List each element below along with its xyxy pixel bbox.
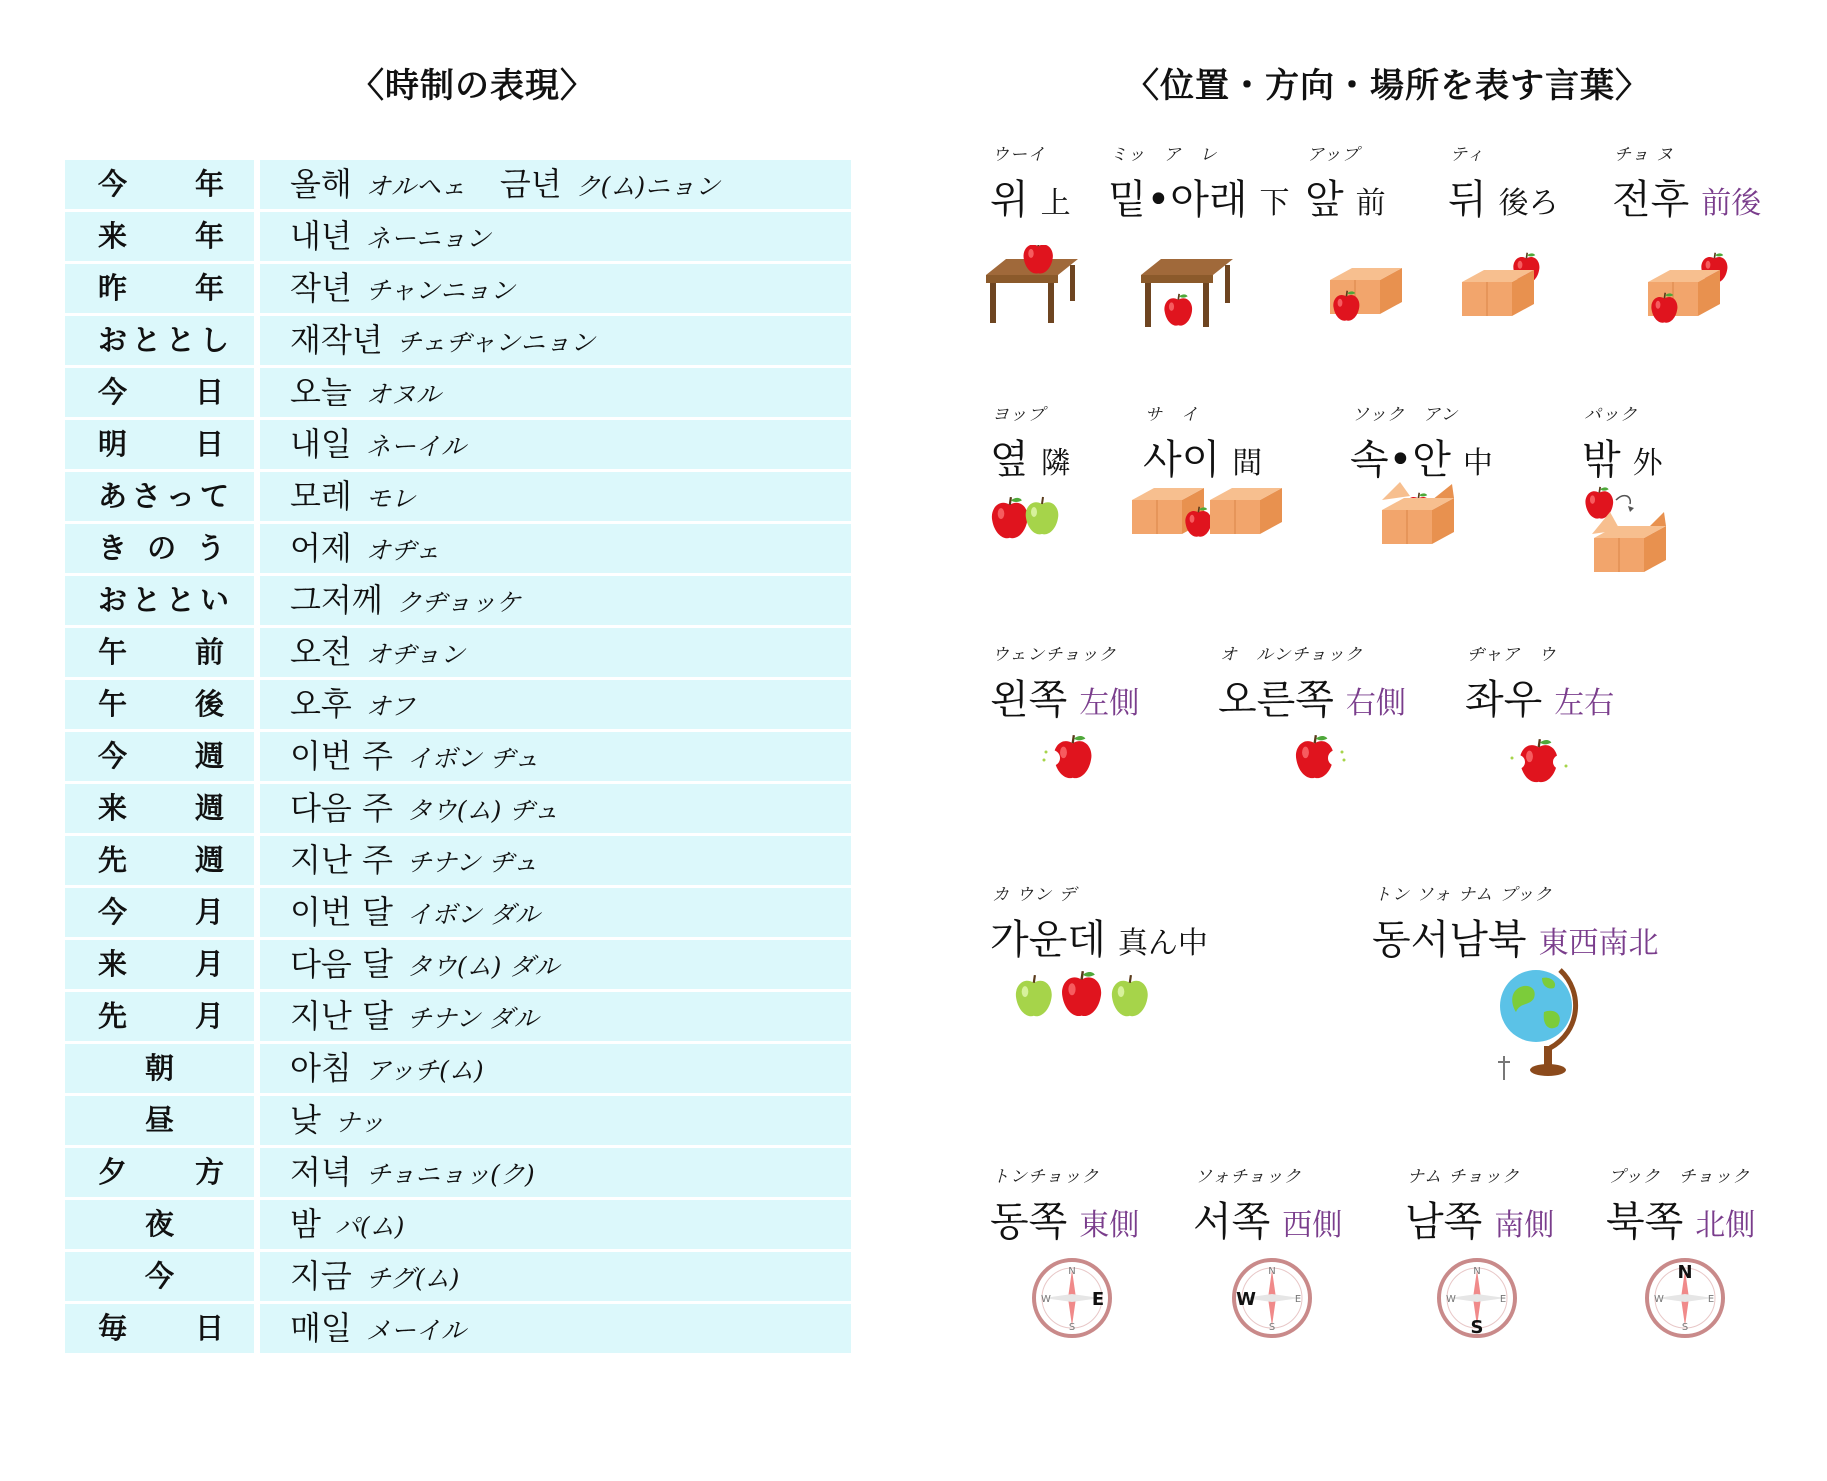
time-table-row (65, 420, 851, 469)
compass-east-w-label: W (1041, 1294, 1051, 1305)
japanese-term-cell (65, 888, 254, 937)
apples-front-and-back-illustration (1648, 252, 1732, 328)
katakana-reading: オルヘェ (365, 172, 466, 201)
ruby-yeop: ヨップ (992, 405, 1046, 425)
japanese-term-cell (65, 1096, 254, 1145)
korean-term-cell (260, 940, 851, 989)
japanese-term-part-1: 夜 (145, 1207, 175, 1241)
japanese-term-part-1: 午 (98, 635, 128, 669)
time-table-row (65, 1200, 851, 1249)
apple-inside-box-illustration (1382, 478, 1466, 550)
japanese-sai: 間 (1232, 446, 1263, 481)
ruby-oreunjjok: オ ルンチョック (1220, 645, 1364, 665)
time-table-row (65, 1044, 851, 1093)
korean-sai: 사이 (1143, 437, 1221, 483)
compass-west-icon (1232, 1258, 1316, 1342)
katakana-reading: パ(ム) (334, 1212, 405, 1241)
korean-term-cell (260, 784, 851, 833)
japanese-term-part-1: 先 (98, 999, 128, 1033)
japanese-term-cell (65, 940, 254, 989)
japanese-term-cell (65, 836, 254, 885)
japanese-ap: 前 (1355, 186, 1386, 221)
bitten-apple-right-illustration (1290, 728, 1350, 784)
katakana-reading: チナン ヂュ (406, 848, 538, 877)
compass-west-n-label: N (1268, 1266, 1276, 1277)
korean-term-cell (260, 1044, 851, 1093)
japanese-term-cell (65, 1252, 254, 1301)
time-table-row (65, 160, 851, 209)
japanese-term-part-2: 月 (195, 895, 225, 929)
katakana-reading: ナッ (334, 1108, 385, 1137)
time-table-row (65, 628, 851, 677)
japanese-wi: 上 (1040, 186, 1071, 221)
japanese-term-part-2: 週 (195, 739, 225, 773)
japanese-jwau: 左右 (1554, 686, 1615, 721)
japanese-term-part-1: 今 (98, 375, 128, 409)
katakana-reading: イボン ヂュ (406, 744, 540, 773)
japanese-term-part-2: 年 (195, 167, 225, 201)
korean-word: 오늘 (290, 373, 352, 411)
time-table-row (65, 1304, 851, 1353)
korean-word: 지금 (290, 1257, 352, 1295)
word-gaunde (990, 885, 1208, 965)
korean-word: 재작년 (290, 321, 383, 359)
katakana-reading: イボン ダル (406, 900, 540, 929)
korean-word: 지난 달 (290, 997, 393, 1035)
korean-term-cell (260, 1096, 851, 1145)
korean-word: 이번 달 (290, 893, 393, 931)
word-jwau (1465, 645, 1615, 725)
japanese-term-part-1: 毎 (98, 1311, 128, 1345)
korean-gaunde: 가운데 (990, 917, 1106, 963)
korean-word: 다음 달 (290, 945, 393, 983)
japanese-term-cell (65, 628, 254, 677)
korean-word: 밤 (290, 1205, 321, 1243)
korean-term-cell (260, 680, 851, 729)
apple-bitten-both-sides-illustration (1504, 732, 1574, 788)
katakana-reading: チェヂャンニョン (396, 328, 596, 357)
word-dongjjok (990, 1167, 1140, 1247)
korean-word: 작년 (290, 269, 352, 307)
japanese-term-part-2: 日 (195, 427, 225, 461)
korean-term-cell (260, 1252, 851, 1301)
katakana-reading: チョニョッ(ク) (365, 1160, 535, 1189)
korean-term-cell (260, 836, 851, 885)
korean-dwi: 뒤 (1448, 177, 1487, 223)
apple-behind-box-illustration (1462, 252, 1546, 322)
japanese-term-part-2: 週 (195, 843, 225, 877)
compass-south-w-label: W (1446, 1294, 1456, 1305)
word-oreunjjok (1218, 645, 1406, 725)
time-table-row (65, 940, 851, 989)
japanese-namjjok: 南側 (1494, 1208, 1555, 1243)
time-table-row (65, 576, 851, 625)
ruby-oenjjok: ウェンチョック (992, 645, 1117, 665)
japanese-term-part-2: 年 (195, 271, 225, 305)
word-sok-an (1350, 405, 1493, 485)
time-table-row (65, 264, 851, 313)
japanese-term-part-1: 先 (98, 843, 128, 877)
compass-east-e-label: E (1091, 1289, 1105, 1310)
word-oenjjok (990, 645, 1140, 725)
katakana-reading: オヂェ (365, 536, 441, 565)
ruby-jwau: ヂャア ウ (1467, 645, 1557, 665)
japanese-term-part-1: 来 (98, 791, 128, 825)
japanese-term-cell (65, 264, 254, 313)
korean-bak: 밖 (1582, 437, 1621, 483)
word-bak (1582, 405, 1663, 485)
korean-dongseonambuk: 동서남북 (1372, 917, 1527, 963)
japanese-term-cell (65, 1148, 254, 1197)
japanese-term-part-1: おととし (98, 323, 235, 357)
japanese-oenjjok: 左側 (1079, 686, 1140, 721)
word-dwi (1448, 145, 1559, 225)
korean-dongjjok: 동쪽 (990, 1199, 1068, 1245)
korean-word: 내일 (290, 425, 352, 463)
japanese-yeop: 隣 (1040, 446, 1071, 481)
time-expressions-table (65, 160, 851, 1356)
korean-jeonhu: 전후 (1612, 177, 1690, 223)
compass-south-e-label: E (1499, 1294, 1507, 1305)
korean-word: 낮 (290, 1101, 321, 1139)
katakana-reading: オヂョン (365, 640, 466, 669)
compass-south-n-label: N (1473, 1266, 1481, 1277)
korean-word-alt: 금년 (499, 165, 562, 203)
compass-east-n-label: N (1068, 1266, 1076, 1277)
japanese-dwi: 後ろ (1498, 186, 1559, 221)
katakana-reading-alt: ク(ム)ニョン (575, 172, 721, 201)
word-seojjok (1193, 1167, 1343, 1247)
japanese-term-part-1: 来 (98, 947, 128, 981)
red-and-green-apples-side-by-side-illustration (990, 492, 1070, 542)
korean-word: 내년 (290, 217, 352, 255)
ruby-bukjjok: プック チョック (1608, 1167, 1751, 1187)
korean-mit-arae: 밑•아래 (1108, 177, 1248, 223)
katakana-reading: タウ(ム) ヂュ (406, 796, 559, 825)
japanese-term-part-2: 月 (195, 947, 225, 981)
compass-east-s-label: S (1068, 1322, 1076, 1333)
japanese-term-cell (65, 420, 254, 469)
bitten-apple-left-illustration (1040, 728, 1100, 784)
korean-namjjok: 남쪽 (1405, 1199, 1483, 1245)
compass-north-e-label: E (1707, 1294, 1715, 1305)
katakana-reading: ネーニョン (365, 224, 491, 253)
japanese-term-part-2: 日 (195, 375, 225, 409)
japanese-term-part-1: 来 (98, 219, 128, 253)
japanese-dongjjok: 東側 (1079, 1208, 1140, 1243)
korean-ap: 앞 (1305, 177, 1344, 223)
korean-term-cell (260, 160, 851, 209)
time-table-row (65, 1252, 851, 1301)
compass-north-w-label: W (1654, 1294, 1664, 1305)
japanese-term-part-1: 夕 (98, 1155, 128, 1189)
japanese-term-part-2: 後 (195, 687, 225, 721)
compass-west-s-label: S (1268, 1322, 1276, 1333)
ruby-ap: アップ (1307, 145, 1360, 165)
ruby-seojjok: ソォチョック (1195, 1167, 1302, 1187)
korean-jwau: 좌우 (1465, 677, 1543, 723)
katakana-reading: オヌル (365, 380, 441, 409)
korean-term-cell (260, 1304, 851, 1353)
korean-word: 어제 (290, 529, 352, 567)
japanese-term-part-1: き の う (98, 531, 231, 565)
compass-north-icon (1645, 1258, 1729, 1342)
apple-in-the-middle-illustration (1014, 960, 1154, 1022)
korean-term-cell (260, 524, 851, 573)
korean-bukjjok: 북쪽 (1606, 1199, 1684, 1245)
katakana-reading: オフ (365, 692, 416, 721)
time-table-row (65, 836, 851, 885)
japanese-term-cell (65, 212, 254, 261)
korean-term-cell (260, 264, 851, 313)
japanese-sok-an: 中 (1462, 446, 1493, 481)
japanese-term-part-1: 朝 (145, 1051, 175, 1085)
korean-term-cell (260, 992, 851, 1041)
apple-under-table-illustration (1133, 255, 1243, 341)
word-jeonhu (1612, 145, 1762, 225)
korean-term-cell (260, 316, 851, 365)
japanese-jeonhu: 前後 (1701, 186, 1762, 221)
korean-oreunjjok: 오른쪽 (1218, 677, 1334, 723)
time-table-row (65, 368, 851, 417)
korean-oenjjok: 왼쪽 (990, 677, 1068, 723)
time-expressions-heading: 〈時制の表現〉 (350, 66, 595, 106)
word-bukjjok (1606, 1167, 1756, 1247)
japanese-gaunde: 真ん中 (1117, 926, 1208, 961)
time-table-row (65, 472, 851, 521)
korean-term-cell (260, 888, 851, 937)
japanese-term-part-1: 今 (98, 739, 128, 773)
japanese-term-part-1: 今 (145, 1259, 175, 1293)
japanese-oreunjjok: 右側 (1345, 686, 1406, 721)
katakana-reading: チャンニョン (365, 276, 516, 305)
apple-in-front-of-box-illustration (1330, 262, 1410, 328)
korean-word: 그저께 (290, 581, 383, 619)
ruby-jeonhu: チョ ヌ (1614, 145, 1674, 165)
japanese-term-cell (65, 316, 254, 365)
katakana-reading: チグ(ム) (365, 1264, 460, 1293)
korean-word: 올해 (290, 165, 352, 203)
compass-north-n-label: N (1677, 1262, 1693, 1283)
ruby-namjjok: ナム チョック (1407, 1167, 1521, 1187)
time-table-row (65, 888, 851, 937)
compass-north-s-label: S (1681, 1322, 1689, 1333)
apple-on-table-illustration (978, 245, 1088, 331)
japanese-term-part-2: 週 (195, 791, 225, 825)
japanese-term-part-2: 年 (195, 219, 225, 253)
japanese-term-cell (65, 160, 254, 209)
korean-word: 모레 (290, 477, 352, 515)
japanese-term-cell (65, 1304, 254, 1353)
korean-word: 지난 주 (290, 841, 393, 879)
japanese-term-part-1: 今 (98, 167, 128, 201)
ruby-wi: ウーイ (992, 145, 1046, 165)
word-wi (990, 145, 1071, 225)
japanese-term-cell (65, 368, 254, 417)
korean-word: 오전 (290, 633, 352, 671)
time-table-row (65, 784, 851, 833)
katakana-reading: アッチ(ム) (365, 1056, 484, 1085)
word-yeop (990, 405, 1071, 485)
ruby-mit-arae: ミッ ア レ (1110, 145, 1218, 165)
time-table-row (65, 992, 851, 1041)
japanese-term-part-2: 方 (195, 1155, 225, 1189)
korean-term-cell (260, 732, 851, 781)
japanese-term-part-1: あさって (98, 479, 235, 513)
japanese-term-part-1: 今 (98, 895, 128, 929)
korean-sok-an: 속•안 (1350, 437, 1451, 483)
korean-term-cell (260, 576, 851, 625)
korean-wi: 위 (990, 177, 1029, 223)
korean-term-cell (260, 472, 851, 521)
japanese-term-cell (65, 472, 254, 521)
time-table-row (65, 1148, 851, 1197)
korean-term-cell (260, 1148, 851, 1197)
japanese-term-cell (65, 576, 254, 625)
ruby-gaunde: カ ウン デ (992, 885, 1077, 905)
compass-south-s-label: S (1470, 1317, 1484, 1338)
katakana-reading: クヂョッケ (396, 588, 522, 617)
time-table-row (65, 212, 851, 261)
ruby-dongjjok: トンチョック (992, 1167, 1100, 1187)
katakana-reading: モレ (365, 484, 416, 513)
korean-seojjok: 서쪽 (1193, 1199, 1271, 1245)
korean-word: 다음 주 (290, 789, 393, 827)
japanese-term-cell (65, 784, 254, 833)
globe-icon (1494, 962, 1584, 1086)
korean-word: 매일 (290, 1309, 352, 1347)
word-ap (1305, 145, 1386, 225)
japanese-term-cell (65, 1044, 254, 1093)
ruby-sok-an: ソック アン (1352, 405, 1459, 425)
japanese-term-cell (65, 992, 254, 1041)
compass-west-e-label: E (1294, 1294, 1302, 1305)
japanese-term-part-2: 日 (195, 1311, 225, 1345)
time-table-row (65, 732, 851, 781)
japanese-dongseonambuk: 東西南北 (1538, 926, 1659, 961)
korean-word: 아침 (290, 1049, 352, 1087)
time-table-row (65, 316, 851, 365)
compass-east-icon (1032, 1258, 1116, 1342)
korean-term-cell (260, 212, 851, 261)
japanese-bukjjok: 北側 (1695, 1208, 1756, 1243)
japanese-term-part-2: 前 (195, 635, 225, 669)
apple-outside-box-illustration (1580, 482, 1680, 580)
japanese-term-part-1: 昨 (98, 271, 128, 305)
compass-west-w-label: W (1236, 1289, 1256, 1310)
ruby-bak: パック (1584, 405, 1638, 425)
japanese-term-cell (65, 524, 254, 573)
korean-term-cell (260, 628, 851, 677)
position-words-heading: 〈位置・方向・場所を表す言葉〉 (1125, 66, 1650, 106)
korean-word: 오후 (290, 685, 352, 723)
ruby-dwi: ティ (1450, 145, 1485, 165)
japanese-seojjok: 西側 (1282, 1208, 1343, 1243)
japanese-term-cell (65, 1200, 254, 1249)
word-mit-arae (1108, 145, 1290, 225)
time-table-row (65, 524, 851, 573)
word-namjjok (1405, 1167, 1555, 1247)
katakana-reading: ネーイル (365, 432, 466, 461)
japanese-term-part-1: おととい (98, 583, 235, 617)
japanese-bak: 外 (1632, 446, 1663, 481)
word-sai (1143, 405, 1263, 485)
korean-word: 이번 주 (290, 737, 393, 775)
japanese-term-part-1: 午 (98, 687, 128, 721)
japanese-term-part-2: 月 (195, 999, 225, 1033)
japanese-term-part-1: 昼 (145, 1103, 175, 1137)
japanese-term-cell (65, 732, 254, 781)
japanese-term-part-1: 明 (98, 427, 128, 461)
japanese-term-cell (65, 680, 254, 729)
japanese-mit-arae: 下 (1259, 186, 1290, 221)
time-table-row (65, 680, 851, 729)
ruby-dongseonambuk: トン ソォ ナム プック (1374, 885, 1553, 905)
korean-term-cell (260, 368, 851, 417)
word-dongseonambuk (1372, 885, 1659, 965)
korean-word: 저녁 (290, 1153, 352, 1191)
compass-south-icon (1437, 1258, 1521, 1342)
korean-term-cell (260, 1200, 851, 1249)
korean-term-cell (260, 420, 851, 469)
katakana-reading: タウ(ム) ダル (406, 952, 560, 981)
time-table-row (65, 1096, 851, 1145)
korean-yeop: 옆 (990, 437, 1029, 483)
katakana-reading: チナン ダル (406, 1004, 539, 1033)
apple-between-boxes-illustration (1132, 482, 1286, 542)
ruby-sai: サ イ (1145, 405, 1199, 425)
katakana-reading: メーイル (365, 1316, 466, 1345)
